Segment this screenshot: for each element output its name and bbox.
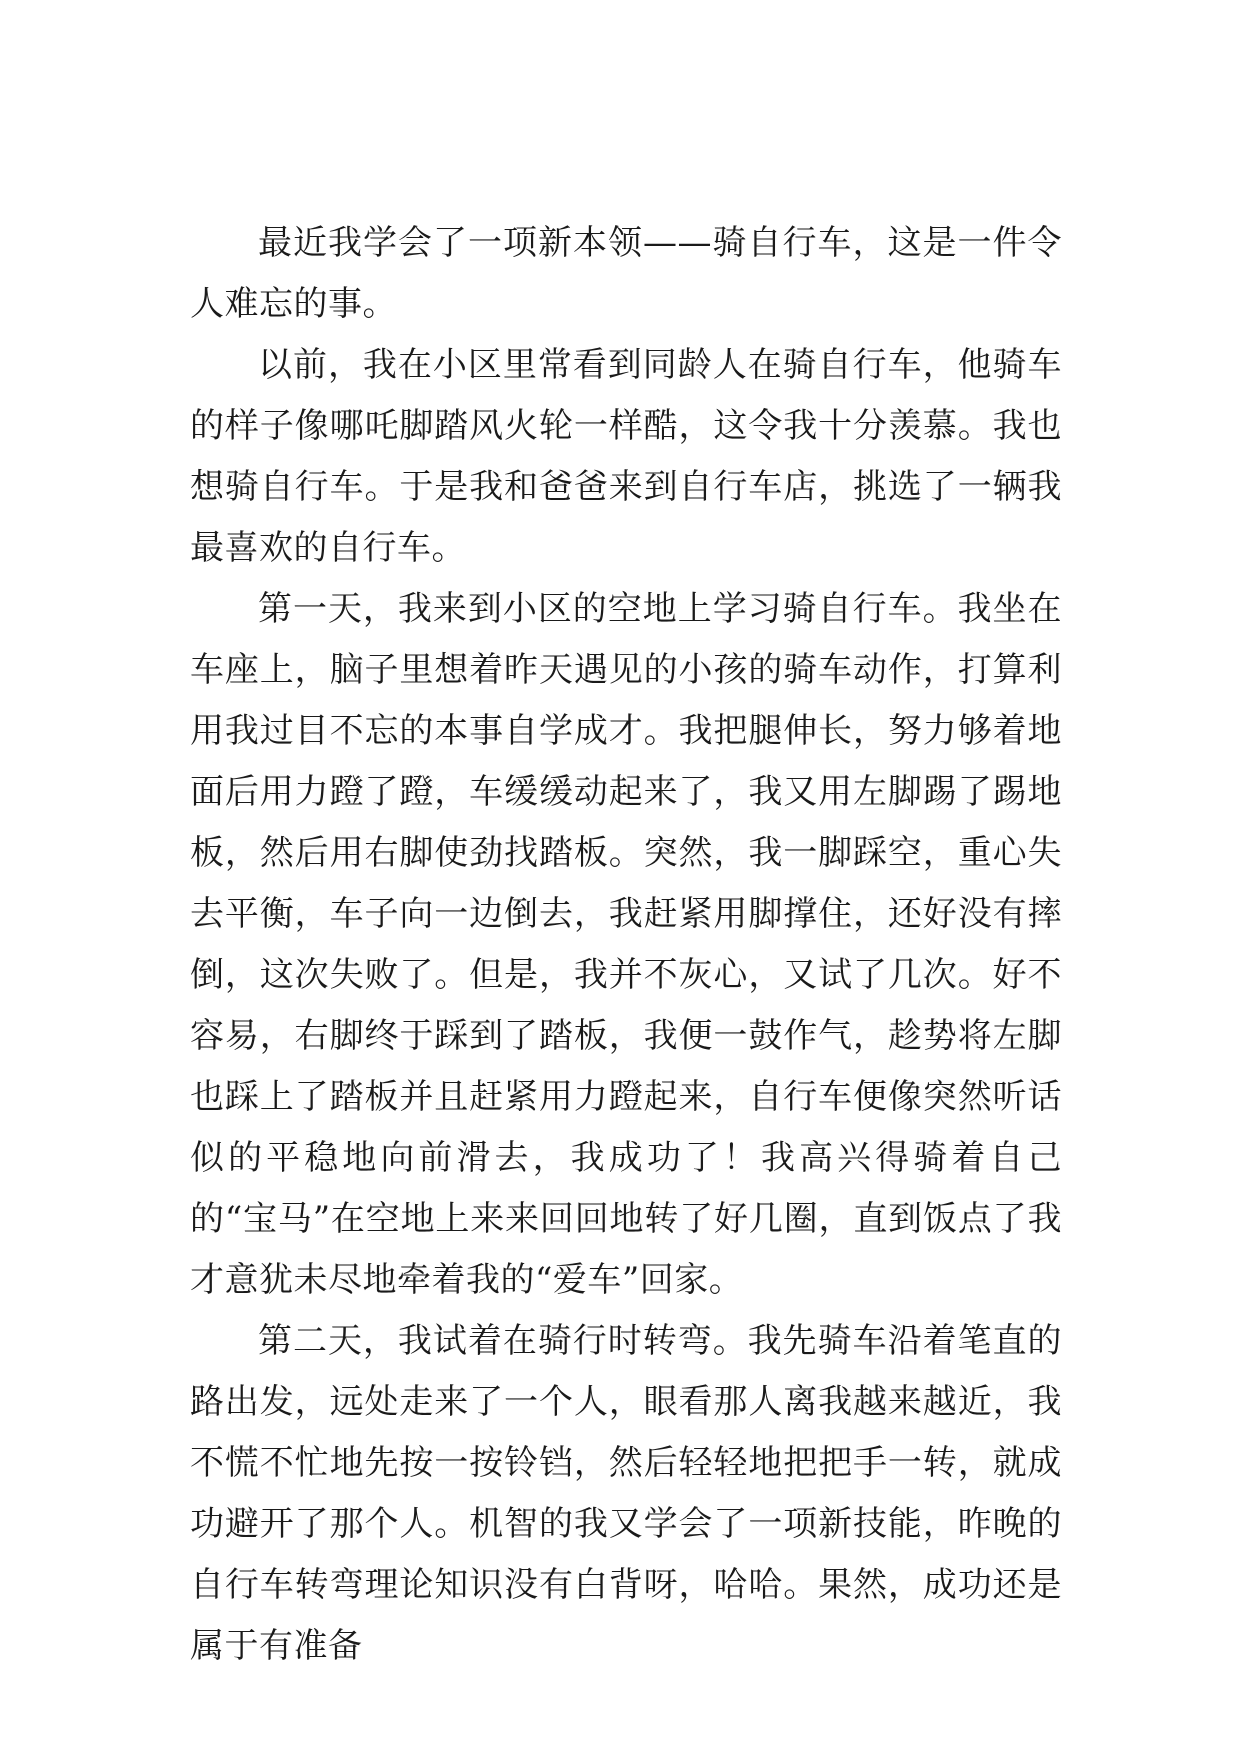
paragraph-2: 以前，我在小区里常看到同龄人在骑自行车，他骑车的样子像哪吒脚踏风火轮一样酷，这令我十分羡慕。我也想骑自行车。于是我和爸爸来到自行车店，挑选了一辆我最喜欢的自行车。 bbox=[190, 345, 1062, 568]
body-text bbox=[190, 213, 1062, 1677]
paragraph-1: 最近我学会了一项新本领——骑自行车，这是一件令人难忘的事。 bbox=[190, 223, 1062, 324]
paragraph-4: 第二天，我试着在骑行时转弯。我先骑车沿着笔直的路出发，远处走来了一个人，眼看那人离我越来越近，我不慌不忙地先按一按铃铛，然后轻轻地把把手一转，就成功避开了那个人。机智的我又学会了一项新技能，昨晚的自行车转弯理论知识没有白背呀，哈哈。果然，成功还是属于有准备 bbox=[190, 1321, 1062, 1666]
paragraph-3: 第一天，我来到小区的空地上学习骑自行车。我坐在车座上，脑子里想着昨天遇见的小孩的骑车动作，打算利用我过目不忘的本事自学成才。我把腿伸长，努力够着地面后用力蹬了蹬，车缓缓动起来了，我又用左脚踢了踢地板，然后用右脚使劲找踏板。突然，我一脚踩空，重心失去平衡，车子向一边倒去，我赶紧用脚撑住，还好没有摔倒，这次失败了。但是，我并不灰心，又试了几次。好不容易，右脚终于踩到了踏板，我便一鼓作气，趁势将左脚也踩上了踏板并且赶紧用力蹬起来，自行车便像突然听话似的平稳地向前滑去，我成功了！我高兴得骑着自己的“宝马”在空地上来来回回地转了好几圈，直到饭点了我才意犹未尽地牵着我的“爱车”回家。 bbox=[190, 589, 1062, 1300]
